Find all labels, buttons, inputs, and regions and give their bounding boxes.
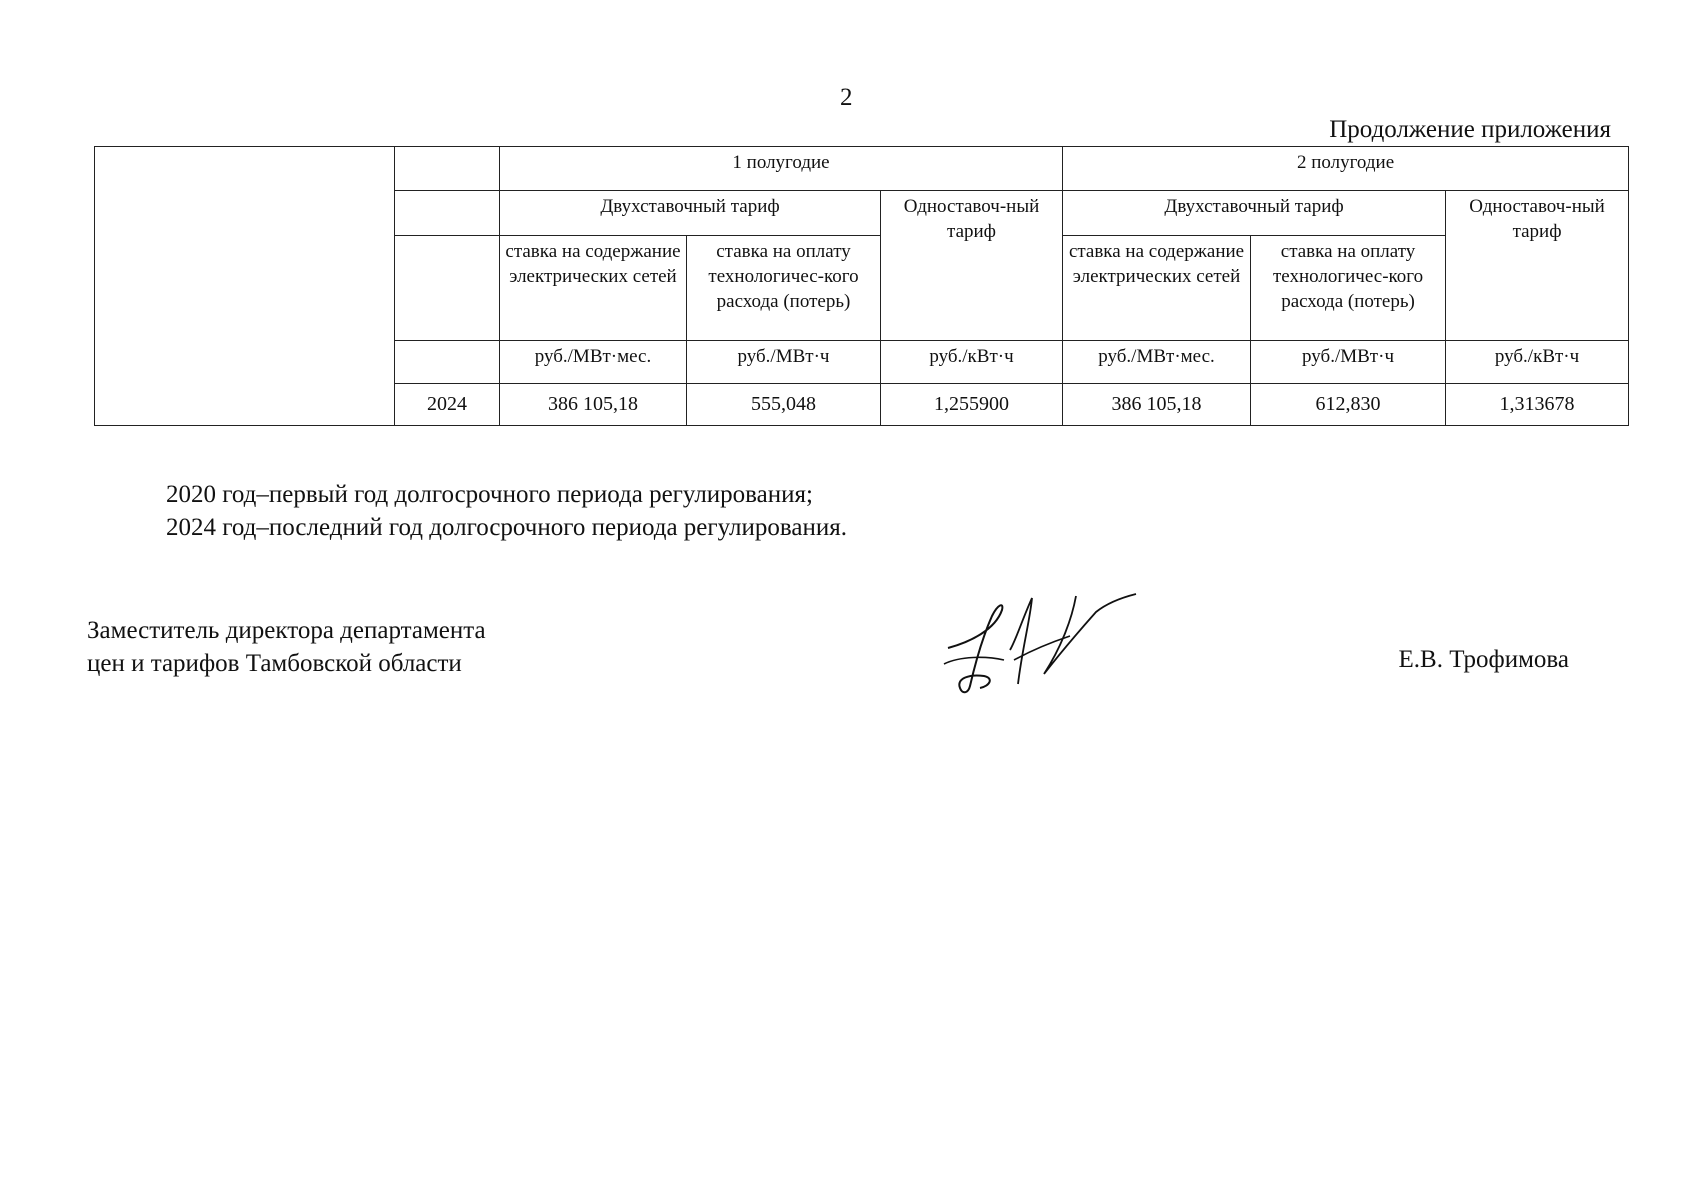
h1-network-rate-header: ставка на содержание электрических сетей: [500, 235, 687, 340]
h1-losses-unit: руб./МВт·ч: [687, 341, 881, 383]
h2-network-unit: руб./МВт·мес.: [1063, 341, 1251, 383]
h1-one-rate-unit: руб./кВт·ч: [881, 341, 1063, 383]
regulation-period-notes: [166, 478, 847, 544]
h1-one-rate-header: Одноставоч-ный тариф: [881, 191, 1063, 341]
h1-network-value: 386 105,18: [500, 383, 687, 425]
h2-losses-rate-header: ставка на оплату технологичес-кого расхода (потерь): [1251, 235, 1446, 340]
h2-one-rate-value: 1,313678: [1446, 383, 1629, 425]
page-number: 2: [840, 84, 853, 111]
signer-position-line2: цен и тарифов Тамбовской области: [87, 650, 462, 677]
h1-losses-value: 555,048: [687, 383, 881, 425]
tariff-table: [94, 146, 1629, 426]
h1-network-unit: руб./МВт·мес.: [500, 341, 687, 383]
empty-header-cell: [395, 235, 500, 340]
h2-one-rate-header: Одноставоч-ный тариф: [1446, 191, 1629, 341]
h2-two-rate-header: Двухставочный тариф: [1063, 191, 1446, 235]
header-row-halves: [95, 147, 1629, 191]
note-last-year: 2024 год–последний год долгосрочного периода регулирования.: [166, 514, 847, 541]
h2-one-rate-unit: руб./кВт·ч: [1446, 341, 1629, 383]
h2-losses-unit: руб./МВт·ч: [1251, 341, 1446, 383]
empty-organization-cell: [95, 147, 395, 426]
h2-network-rate-header: ставка на содержание электрических сетей: [1063, 235, 1251, 340]
empty-header-cell: [395, 341, 500, 383]
h1-one-rate-value: 1,255900: [881, 383, 1063, 425]
note-first-year: 2020 год–первый год долгосрочного периода регулирования;: [166, 481, 813, 508]
empty-header-cell: [395, 191, 500, 235]
h1-losses-rate-header: ставка на оплату технологичес-кого расхода (потерь): [687, 235, 881, 340]
signer-position-line1: Заместитель директора департамента: [87, 617, 486, 644]
year-cell: 2024: [395, 383, 500, 425]
h2-network-value: 386 105,18: [1063, 383, 1251, 425]
signer-name: Е.В. Трофимова: [1398, 646, 1569, 673]
appendix-continuation-label: Продолжение приложения: [1329, 116, 1611, 143]
h2-losses-value: 612,830: [1251, 383, 1446, 425]
h1-two-rate-header: Двухставочный тариф: [500, 191, 881, 235]
half1-header: 1 полугодие: [500, 147, 1063, 191]
handwritten-signature: [940, 590, 1140, 700]
signer-position: [87, 614, 486, 680]
empty-header-cell: [395, 147, 500, 191]
half2-header: 2 полугодие: [1063, 147, 1629, 191]
